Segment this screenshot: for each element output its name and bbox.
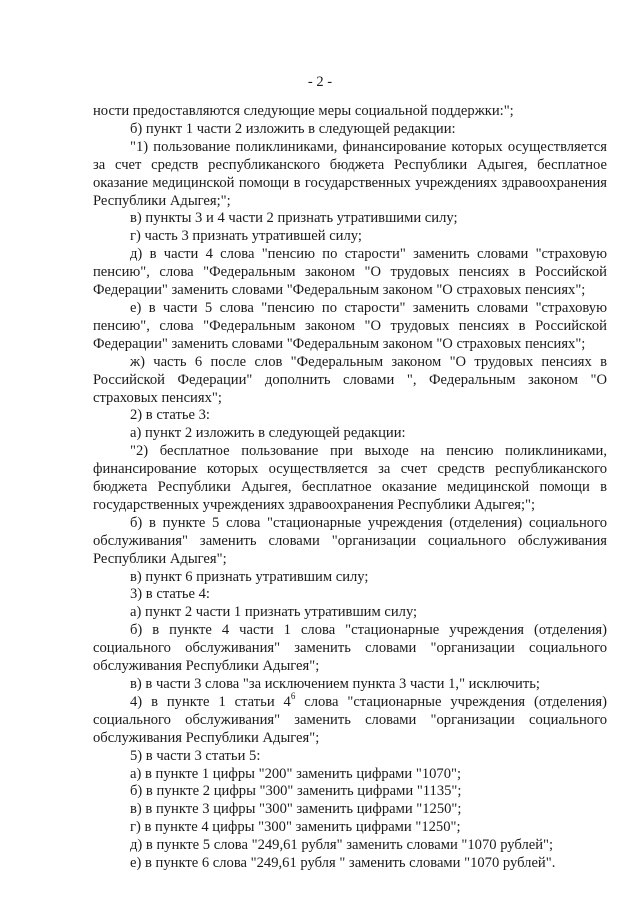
paragraph: ности предоставляются следующие меры социальной поддержки:"; [93, 103, 514, 119]
paragraph: б) в пункте 2 цифры "300" заменить цифрами "1135"; [130, 783, 462, 800]
paragraph: 5) в части 3 статьи 5: [130, 747, 261, 764]
paragraph: г) часть 3 признать утратившей силу; [130, 228, 362, 245]
paragraph: г) в пункте 4 цифры "300" заменить цифрами "1250"; [130, 819, 461, 836]
paragraph: а) пункт 2 изложить в следующей редакции: [130, 425, 406, 442]
paragraph: д) в пункте 5 слова "249,61 рубля" заменить словами "1070 рублей"; [130, 837, 554, 854]
paragraph: е) в части 5 слова "пенсию по старости" заменить словами "страховую пенсию", слова "Федеральным законом "О трудовых пенсиях в Российской Федерации" заменить словами "Федеральным законом "О страховых пенсиях"; [93, 299, 607, 352]
paragraph [93, 691, 608, 748]
paragraph: "2) бесплатное пользование при выходе на пенсию поликлиниками, финансирование которых осуществляется за счет средств республиканского бюджета Республики Адыгея, бесплатное оказание медицинской помощи в государственных учреждениях здравоохранения Республики Адыгея;"; [93, 443, 607, 513]
paragraph: а) пункт 2 части 1 признать утратившим силу; [130, 604, 418, 621]
paragraph: в) пункты 3 и 4 части 2 признать утратившими силу; [130, 210, 458, 227]
paragraph: е) в пункте 6 слова "249,61 рубля " заменить словами "1070 рублей". [130, 855, 556, 872]
paragraph: д) в части 4 слова "пенсию по старости" заменить словами "страховую пенсию", слова "Федеральным законом "О трудовых пенсиях в Российской Федерации" заменить словами "Федеральным законом "О страховых пенсиях"; [93, 246, 607, 299]
document-body [93, 103, 607, 873]
paragraph: 3) в статье 4: [130, 586, 210, 603]
paragraph: в) в части 3 слова "за исключением пункта 3 части 1," исключить; [130, 676, 540, 692]
page-number: - 2 - [307, 74, 333, 90]
paragraph: б) в пункте 4 части 1 слова "стационарные учреждения (отделения) социального обслуживания" заменить словами "организации социального обслуживания Республики Адыгея"; [93, 622, 607, 675]
paragraph: а) в пункте 1 цифры "200" заменить цифрами "1070"; [130, 765, 462, 782]
superscript: 6 [290, 691, 296, 702]
paragraph: ж) часть 6 после слов "Федеральным законом "О трудовых пенсиях в Российской Федерации" дополнить словами ", Федеральным законом "О страховых пенсиях"; [93, 353, 607, 406]
paragraph: в) в пункте 3 цифры "300" заменить цифрами "1250"; [130, 801, 462, 818]
paragraph: в) пункт 6 признать утратившим силу; [130, 568, 369, 585]
paragraph: б) в пункте 5 слова "стационарные учреждения (отделения) социального обслуживания" заменить словами "организации социального обслуживания Республики Адыгея"; [93, 514, 607, 567]
paragraph: б) пункт 1 части 2 изложить в следующей редакции: [130, 120, 456, 137]
paragraph: "1) пользование поликлиниками, финансирование которых осуществляется за счет средств республиканского бюджета Республики Адыгея, бесплатное оказание медицинской помощи в государственных учреждениях здравоохранения Республики Адыгея;"; [93, 138, 607, 209]
paragraph: 2) в статье 3: [130, 407, 210, 424]
paragraph-text: 4) в пункте 1 статьи 4 [130, 693, 291, 710]
paragraph-text: слова "стационарные учреждения (отделения) социального обслуживания" заменить словами "организации социального обслуживания Республики Адыгея"; [93, 693, 608, 746]
